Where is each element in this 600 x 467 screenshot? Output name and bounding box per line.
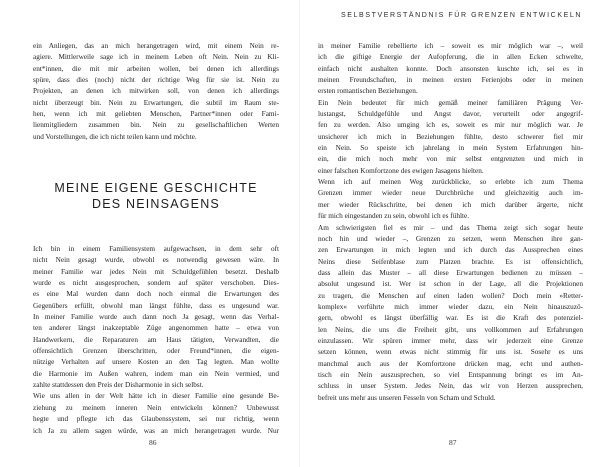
text-line: gern, obwohl es längst überfällig war. Es ist die Kraft des potenziel-	[318, 314, 583, 323]
text-line: ein Nein. So speiste ich jahrelang in mein System Erfahrungen hin-	[318, 144, 583, 153]
text-line: ich Ja zu allem sagen würde, was an mich herangetragen wurde. Nur	[33, 426, 279, 435]
text-line: einzulassen. Wir spüren immer mehr, dass wir jederzeit eine Grenze	[318, 336, 583, 345]
text-line: offensichtlich Grenzen überschritten, oder Freund*innen, die eigen-	[33, 347, 279, 356]
text-line: ich die giftige Energie der Aufopferung, die in allen Ecken schwelte,	[318, 53, 583, 62]
text-line: unsicherer ich mich in Beziehungen fühlte, desto schwerer fiel mir	[318, 132, 583, 141]
text-line: Wie uns allen in der Welt hätte ich in dieser Familie eine gesunde Be-	[33, 392, 279, 401]
text-line: ent*innen, die mit mir arbeiten wollen, bei denen ich allerdings	[33, 64, 279, 73]
text-line: zu tragen, die Menschen auf einen laden wollen? Doch mein »Retter-	[318, 291, 583, 300]
text-line: In meiner Familie wurde auch dann noch Ja gesagt, wenn das Verhal-	[33, 313, 279, 322]
text-line: lienmitgliedern zusammen bin. Nein zu gesellschaftlichen Werten	[33, 121, 279, 130]
text-line: ten anderer längst inakzeptable Züge angenommen hatte – etwa von	[33, 324, 279, 333]
text-line: noch hin und wieder –, Grenzen zu setzen, wenn Menschen ihre gan-	[318, 234, 583, 243]
text-line: ein Anliegen, das an mich herangetragen wird, mit einem Nein re-	[33, 42, 279, 50]
text-line: lustangst, Schuldgefühle und Angst davor, verurteilt oder angegrif-	[318, 110, 583, 119]
text-line: tisch ein Nein auszusprechen, so viel Entspannung bringt es im An-	[318, 370, 583, 379]
text-line: die Harmonie im Außen wahren, indem man ein Nein vermied, und	[33, 369, 279, 378]
text-line: zahlte stattdessen den Preis der Disharmonie in sich selbst.	[33, 381, 204, 390]
chapter-title-line-1: MEINE EIGENE GESCHICHTE	[54, 181, 258, 195]
right-page	[300, 0, 600, 467]
text-line: mer wieder Rückschritte, bei denen ich mich darüber ärgerte, nicht	[318, 200, 583, 209]
running-header: SELBSTVERSTÄNDNIS FÜR GRENZEN ENTWICKELN	[341, 12, 582, 19]
text-line: manchmal auch aus der Komfortzone drücken mag, echt und authen-	[318, 359, 583, 368]
text-line: in meiner Familie rebellierte ich – soweit es mir möglich war –, weil	[318, 42, 583, 50]
right-page-number: 87	[449, 438, 457, 447]
text-line: Handwerkern, die Reparaturen am Haus tätigten, Verwandten, die	[33, 335, 279, 344]
text-line: einer falschen Komfortzone des ewigen Jasagens hielten.	[318, 166, 484, 175]
text-line: Ich bin in einem Familiensystem aufgewachsen, in dem sehr oft	[33, 245, 279, 253]
text-line: len Neins, die uns die Freiheit gibt, uns vollkommen auf Erfahrungen	[318, 325, 583, 334]
text-line: schluss in unser System. Jedes Nein, das wir von Herzen aussprechen,	[318, 382, 583, 391]
right-body-text	[318, 41, 583, 404]
text-line: hegte und pflegte ich das Glaubenssystem, sei nur richtig, wenn	[33, 415, 279, 424]
text-line: wurde es nicht ausgesprochen, sondern auf später verschoben. Dies-	[33, 279, 279, 288]
text-line: ziehung zu meinem inneren Nein entwickeln können? Unbewusst	[33, 403, 279, 412]
text-line: Projekten, an denen ich mitwirken soll, von denen ich allerdings	[33, 87, 279, 96]
text-line: zen Erwartungen in mich legten und ich durch das Aussprechen eines	[318, 246, 583, 255]
text-line: für mich eingestanden zu sein, obwohl ich es fühlte.	[318, 212, 470, 221]
text-line: befreit uns mehr aus unseren Fesseln von Scham und Schuld.	[318, 393, 496, 402]
text-line: fen zu werden. Also umging ich es, soweit es mir nur möglich war. Je	[318, 121, 583, 130]
text-line: Am schwierigsten fiel es mir – und das Thema zeigt sich sogar heute	[318, 223, 583, 232]
left-bottom-paragraphs	[33, 244, 279, 437]
text-line: nicht überzeugt bin. Nein zu Erwartungen, die subtil im Raum ste-	[33, 98, 279, 107]
text-line: meinen Freundschaften, in meinen ersten Ferienjobs oder in meinen	[318, 76, 583, 85]
left-top-paragraph	[33, 41, 279, 143]
text-line: Ein Nein bedeutet für mich gemäß meiner familiären Prägung Ver-	[318, 98, 583, 107]
text-line: dass allein das Muster – all diese Erwartungen bedienen zu müssen –	[318, 268, 583, 277]
text-line: Grenzen immer wieder neue Durchbrüche und gleichzeitig auch im-	[318, 189, 583, 198]
text-line: Wenn ich auf meinen Weg zurückblicke, so erlebte ich zum Thema	[318, 178, 583, 187]
text-line: setzen können, wenn etwas nicht stimmig für uns ist. Sosehr es uns	[318, 348, 583, 357]
chapter-title	[33, 180, 279, 212]
text-line: einfach nicht aushalten konnte. Doch ansonsten kuschte ich, sei es in	[318, 64, 583, 73]
text-line: hen, wenn ich mit geliebten Menschen, Partner*innen oder Fami-	[33, 110, 279, 119]
text-line: meiner Familie war jedes Nein mit Schuldgefühlen besetzt. Deshalb	[33, 267, 279, 276]
text-line: nützige Verhalten auf unsere Kosten an den Tag legten. Man wollte	[33, 358, 279, 367]
text-line: Neins diese Seifenblase zum Platzen brachte. Es ist offensichtlich,	[318, 257, 583, 266]
text-line: agiere. Mittlerweile sage ich in meinem Leben oft Nein. Nein zu Kli-	[33, 53, 279, 62]
text-line: absolut ungesund ist. Wer ist schon in der Lage, all die Projektionen	[318, 280, 583, 289]
text-line: Gegenübers erfüllt, obwohl man längst fühlte, dass es ungesund war.	[33, 301, 279, 310]
text-line: ein, die mich noch mehr von mir selbst entgrenzten und mich in	[318, 155, 583, 164]
chapter-title-line-2: DES NEINSAGENS	[92, 197, 220, 211]
text-line: komplex« verführte mich immer wieder dazu, ein Nein hinauszuzö-	[318, 302, 583, 311]
text-line: es eine Mal wurden dann doch noch einmal die Erwartungen des	[33, 290, 279, 299]
text-line: ersten romantischen Beziehungen.	[318, 87, 418, 96]
text-line: und Vorstellungen, die ich nicht teilen kann und möchte.	[33, 132, 197, 141]
text-line: spüre, dass dies (noch) nicht der richtige Weg für sie ist. Nein zu	[33, 76, 279, 85]
left-page-number: 86	[149, 438, 157, 447]
text-line: nicht Nein gesagt wurde, obwohl es notwendig gewesen wäre. In	[33, 256, 279, 265]
